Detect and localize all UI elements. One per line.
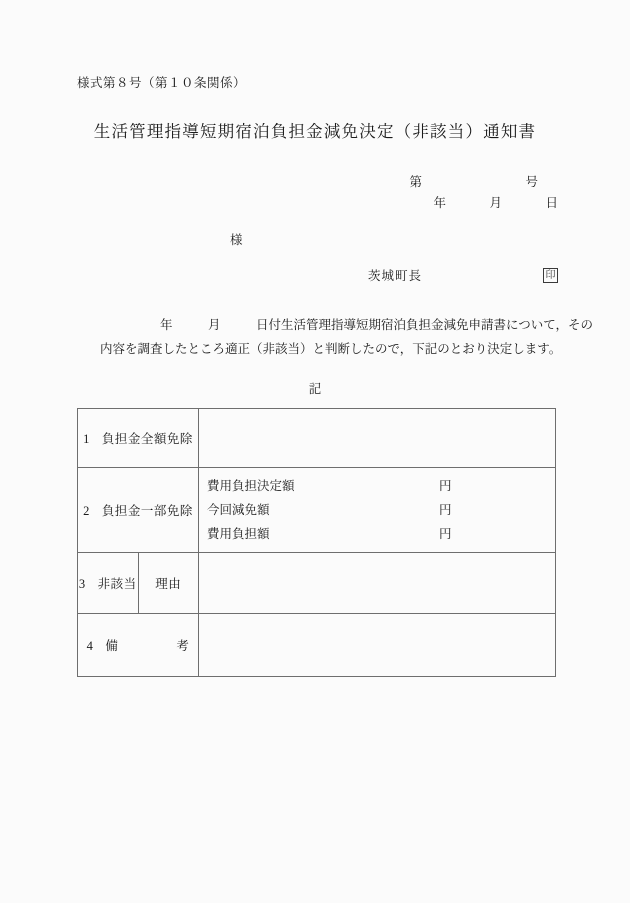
amount-label-burden: 費用負担額: [207, 527, 270, 541]
row-4-label-left: 備: [105, 639, 119, 653]
row-4-number: 4: [86, 639, 94, 653]
table-row: [78, 468, 556, 553]
decision-table: [77, 408, 556, 677]
row-3-value-cell[interactable]: [199, 553, 556, 614]
row-1-label: 負担金全額免除: [101, 432, 193, 446]
table-row: [78, 614, 556, 677]
row-2-label-cell: [78, 468, 199, 553]
date-year-label: 年: [433, 196, 446, 210]
amount-list: [199, 468, 555, 552]
row-3-label-cell: [78, 553, 139, 614]
issuer-line: [368, 266, 558, 284]
row-2-label: 負担金一部免除: [101, 504, 193, 518]
serial-prefix-label: 第: [409, 175, 422, 189]
page-title: 生活管理指導短期宿泊負担金減免決定（非該当）通知書: [93, 122, 537, 141]
row-1-number: 1: [83, 432, 90, 446]
amount-unit-decided: 円: [439, 479, 452, 493]
body-paragraph: [100, 313, 594, 361]
body-line-1-text: 日付生活管理指導短期宿泊負担金減免申請書について，その: [256, 318, 594, 332]
table-row: [78, 553, 556, 614]
row-4-label-cell: [78, 614, 199, 677]
issuer-name: 茨城町長: [368, 269, 423, 283]
row-3-label: 非該当: [97, 577, 137, 591]
row-3-number: 3: [78, 577, 86, 591]
serial-and-date-block: [409, 172, 558, 214]
row-4-value-cell[interactable]: [199, 614, 556, 677]
row-1-label-cell: [78, 409, 199, 468]
issue-date-row: [409, 193, 558, 214]
note-marker: 記: [308, 382, 322, 396]
amount-unit-burden: 円: [439, 527, 452, 541]
form-number: 様式第８号（第１０条関係）: [77, 76, 247, 90]
body-line-1: [100, 313, 594, 337]
application-date-month-label: 月: [208, 318, 221, 332]
table-row: [78, 409, 556, 468]
row-3-sublabel: 理由: [155, 577, 182, 591]
date-day-label: 日: [545, 196, 558, 210]
amount-row: [207, 522, 555, 546]
amount-unit-reduction: 円: [439, 503, 452, 517]
application-date-year-label: 年: [160, 318, 173, 332]
row-2-value-cell: [199, 468, 556, 553]
serial-number-row: [409, 172, 558, 193]
serial-number-blank[interactable]: [433, 172, 525, 193]
row-3-sublabel-cell: [138, 553, 199, 614]
date-month-label: 月: [489, 196, 502, 210]
addressee-honorific: 様: [230, 233, 244, 247]
amount-label-reduction: 今回減免額: [207, 503, 270, 517]
row-2-number: 2: [83, 504, 90, 518]
serial-suffix-label: 号: [525, 175, 538, 189]
amount-row: [207, 498, 555, 522]
body-line-2: 内容を調査したところ適正（非該当）と判断したので，下記のとおり決定します。: [100, 342, 562, 356]
seal-stamp-icon: 印: [543, 268, 558, 283]
row-4-label-right: 考: [176, 639, 190, 653]
amount-row: [207, 474, 555, 498]
amount-label-decided: 費用負担決定額: [207, 479, 295, 493]
row-1-value-cell[interactable]: [199, 409, 556, 468]
